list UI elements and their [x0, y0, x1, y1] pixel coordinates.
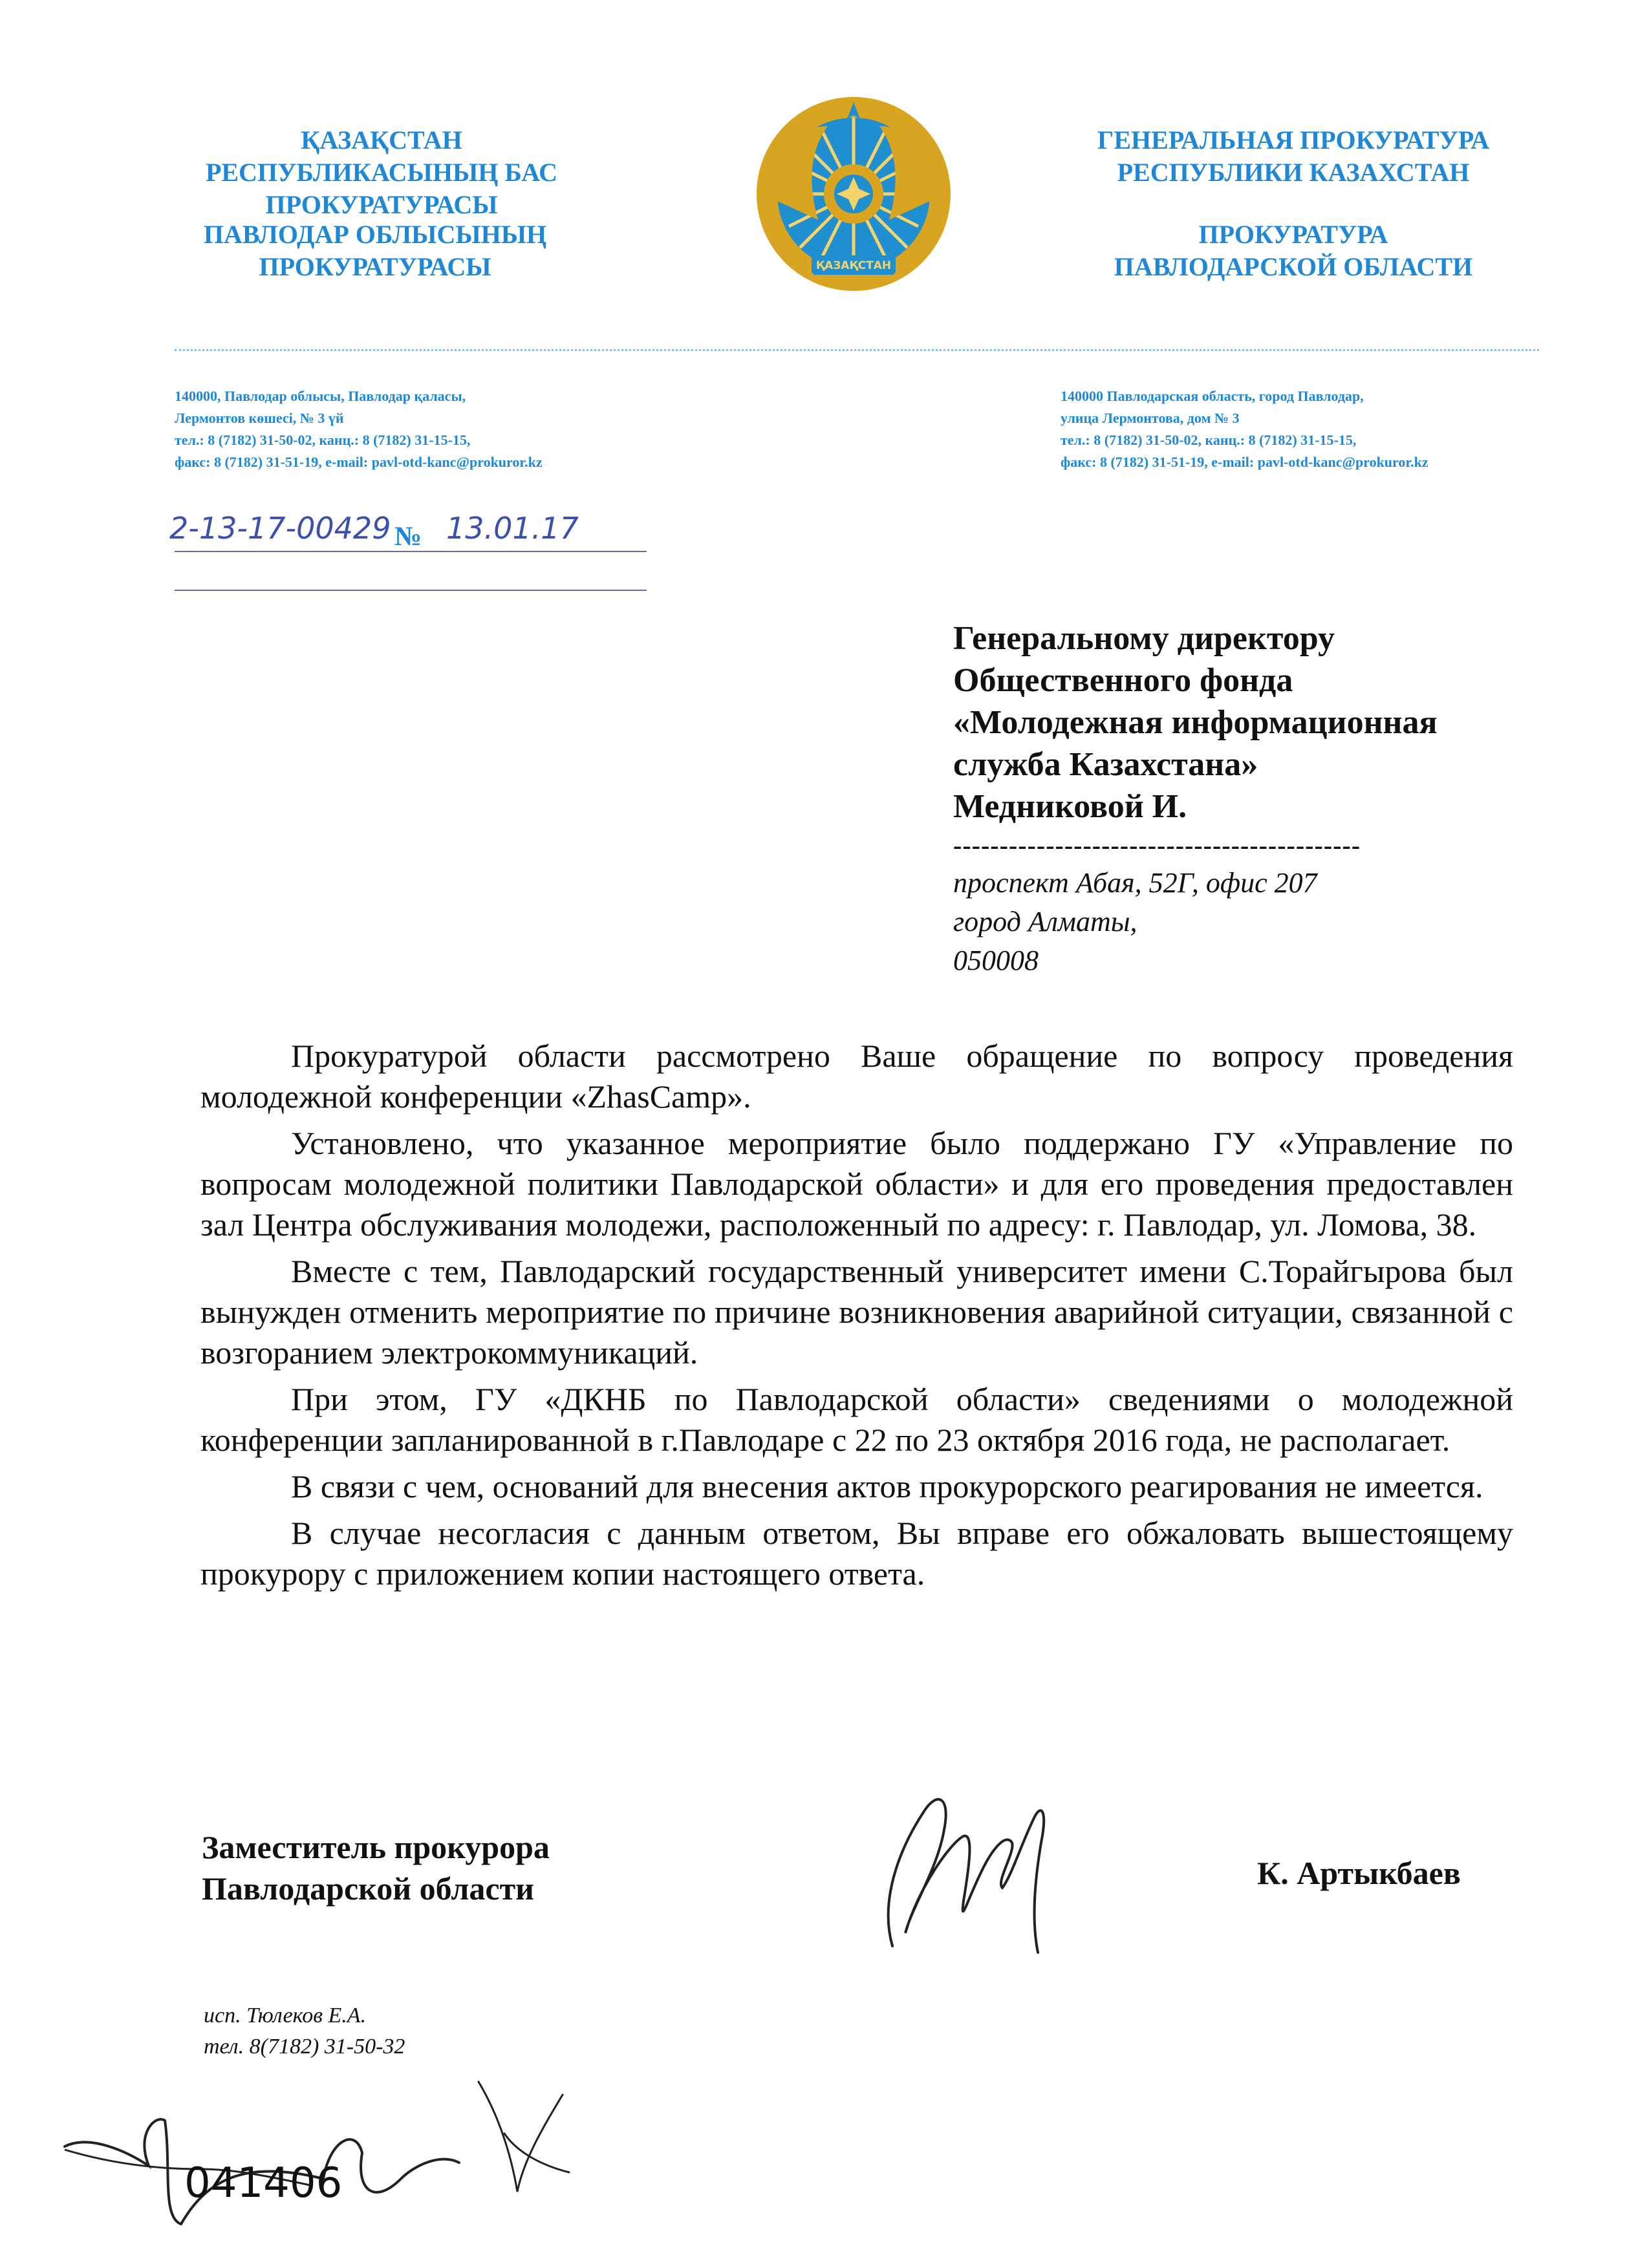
signatory-position-line: Павлодарской области	[202, 1870, 534, 1907]
outgoing-number: 2-13-17-00429	[169, 511, 391, 546]
recipient-address-line: проспект Абая, 52Г, офис 207	[953, 867, 1317, 899]
address-left-line: Лермонтов көшесі, № 3 үй	[175, 410, 344, 426]
handwritten-marks	[52, 2056, 634, 2250]
handwritten-signature	[854, 1771, 1086, 1965]
signatory-position	[202, 1826, 550, 1909]
signatory-name: К. Артыкбаев	[1257, 1855, 1461, 1891]
header-right-org-1: ГЕНЕРАЛЬНАЯ ПРОКУРАТУРА РЕСПУБЛИКИ КАЗАХСТАН	[1097, 125, 1490, 187]
stamp-number: 041406	[184, 2159, 343, 2207]
body-paragraph: Установлено, что указанное мероприятие было поддержано ГУ «Управление по вопросам молодежной политики Павлодарской области» и для его проведения предоставлен зал Центра обслуживания молодежи, расположенный по адресу: г. Павлодар, ул. Ломова, 38.	[200, 1125, 1513, 1243]
executor-name: исп. Тюлеков Е.А.	[204, 2004, 367, 2027]
state-emblem	[750, 91, 957, 297]
recipient-line: «Молодежная информационная	[953, 704, 1438, 741]
body-paragraph: В случае несогласия с данным ответом, Вы вправе его обжаловать вышестоящему прокурору с приложением копии настоящего ответа.	[200, 1515, 1513, 1592]
executor-phone: тел. 8(7182) 31-50-32	[204, 2035, 405, 2059]
body-paragraph: При этом, ГУ «ДКНБ по Павлодарской области» сведениями о молодежной конференции запланированной в г.Павлодаре с 22 по 23 октября 2016 года, не располагает.	[200, 1381, 1513, 1458]
body-paragraph: В связи с чем, оснований для внесения актов прокурорского реагирования не имеется.	[291, 1468, 1483, 1504]
signatory-position-line: Заместитель прокурора	[202, 1829, 550, 1865]
header-left-org-2: ПАВЛОДАР ОБЛЫСЫНЫҢ ПРОКУРАТУРАСЫ	[203, 220, 547, 281]
letter-date: 13.01.17	[446, 511, 579, 546]
recipient-address-line: 050008	[953, 945, 1039, 976]
executor-block	[204, 2000, 405, 2062]
recipient-block	[953, 617, 1438, 980]
address-right-line: факс: 8 (7182) 31-51-19, e-mail: pavl-otd-kanc@prokuror.kz	[1061, 454, 1428, 470]
address-left	[175, 385, 543, 473]
header-left-org-1: ҚАЗАҚСТАН РЕСПУБЛИКАСЫНЫҢ БАС ПРОКУРАТУРАСЫ	[205, 125, 558, 219]
header-right-org-2: ПРОКУРАТУРА ПАВЛОДАРСКОЙ ОБЛАСТИ	[1114, 220, 1473, 281]
address-right-line: 140000 Павлодарская область, город Павлодар,	[1061, 388, 1364, 404]
recipient-separator: --------------------------------------------	[953, 831, 1361, 860]
body-paragraph: Прокуратурой области рассмотрено Ваше обращение по вопросу проведения молодежной конференции «ZhasCamp».	[200, 1038, 1513, 1115]
address-left-line: факс: 8 (7182) 31-51-19, e-mail: pavl-otd-kanc@prokuror.kz	[175, 454, 543, 470]
address-right	[1061, 385, 1428, 473]
letter-body	[200, 1036, 1513, 1594]
recipient-line: Общественного фонда	[953, 662, 1293, 699]
address-right-line: тел.: 8 (7182) 31-50-02, канц.: 8 (7182) 31-15-15,	[1061, 432, 1357, 448]
address-left-line: тел.: 8 (7182) 31-50-02, канц.: 8 (7182) 31-15-15,	[175, 432, 471, 448]
recipient-line: служба Казахстана»	[953, 746, 1258, 783]
recipient-line: Генеральному директору	[953, 620, 1335, 657]
address-right-line: улица Лермонтова, дом № 3	[1061, 410, 1240, 426]
body-paragraph: Вместе с тем, Павлодарский государственный университет имени С.Торайгырова был вынужден отменить мероприятие по причине возникновения аварийной ситуации, связанной с возгоранием электрокоммуникаций.	[200, 1253, 1513, 1371]
recipient-address-line: город Алматы,	[953, 906, 1137, 937]
recipient-name: Медниковой И.	[953, 788, 1187, 825]
header-divider	[175, 349, 1539, 351]
registration-line-2	[175, 564, 647, 591]
number-sign: №	[394, 522, 422, 551]
emblem-ribbon-text: ҚАЗАҚСТАН	[815, 259, 892, 272]
address-left-line: 140000, Павлодар облысы, Павлодар қаласы,	[175, 388, 466, 404]
